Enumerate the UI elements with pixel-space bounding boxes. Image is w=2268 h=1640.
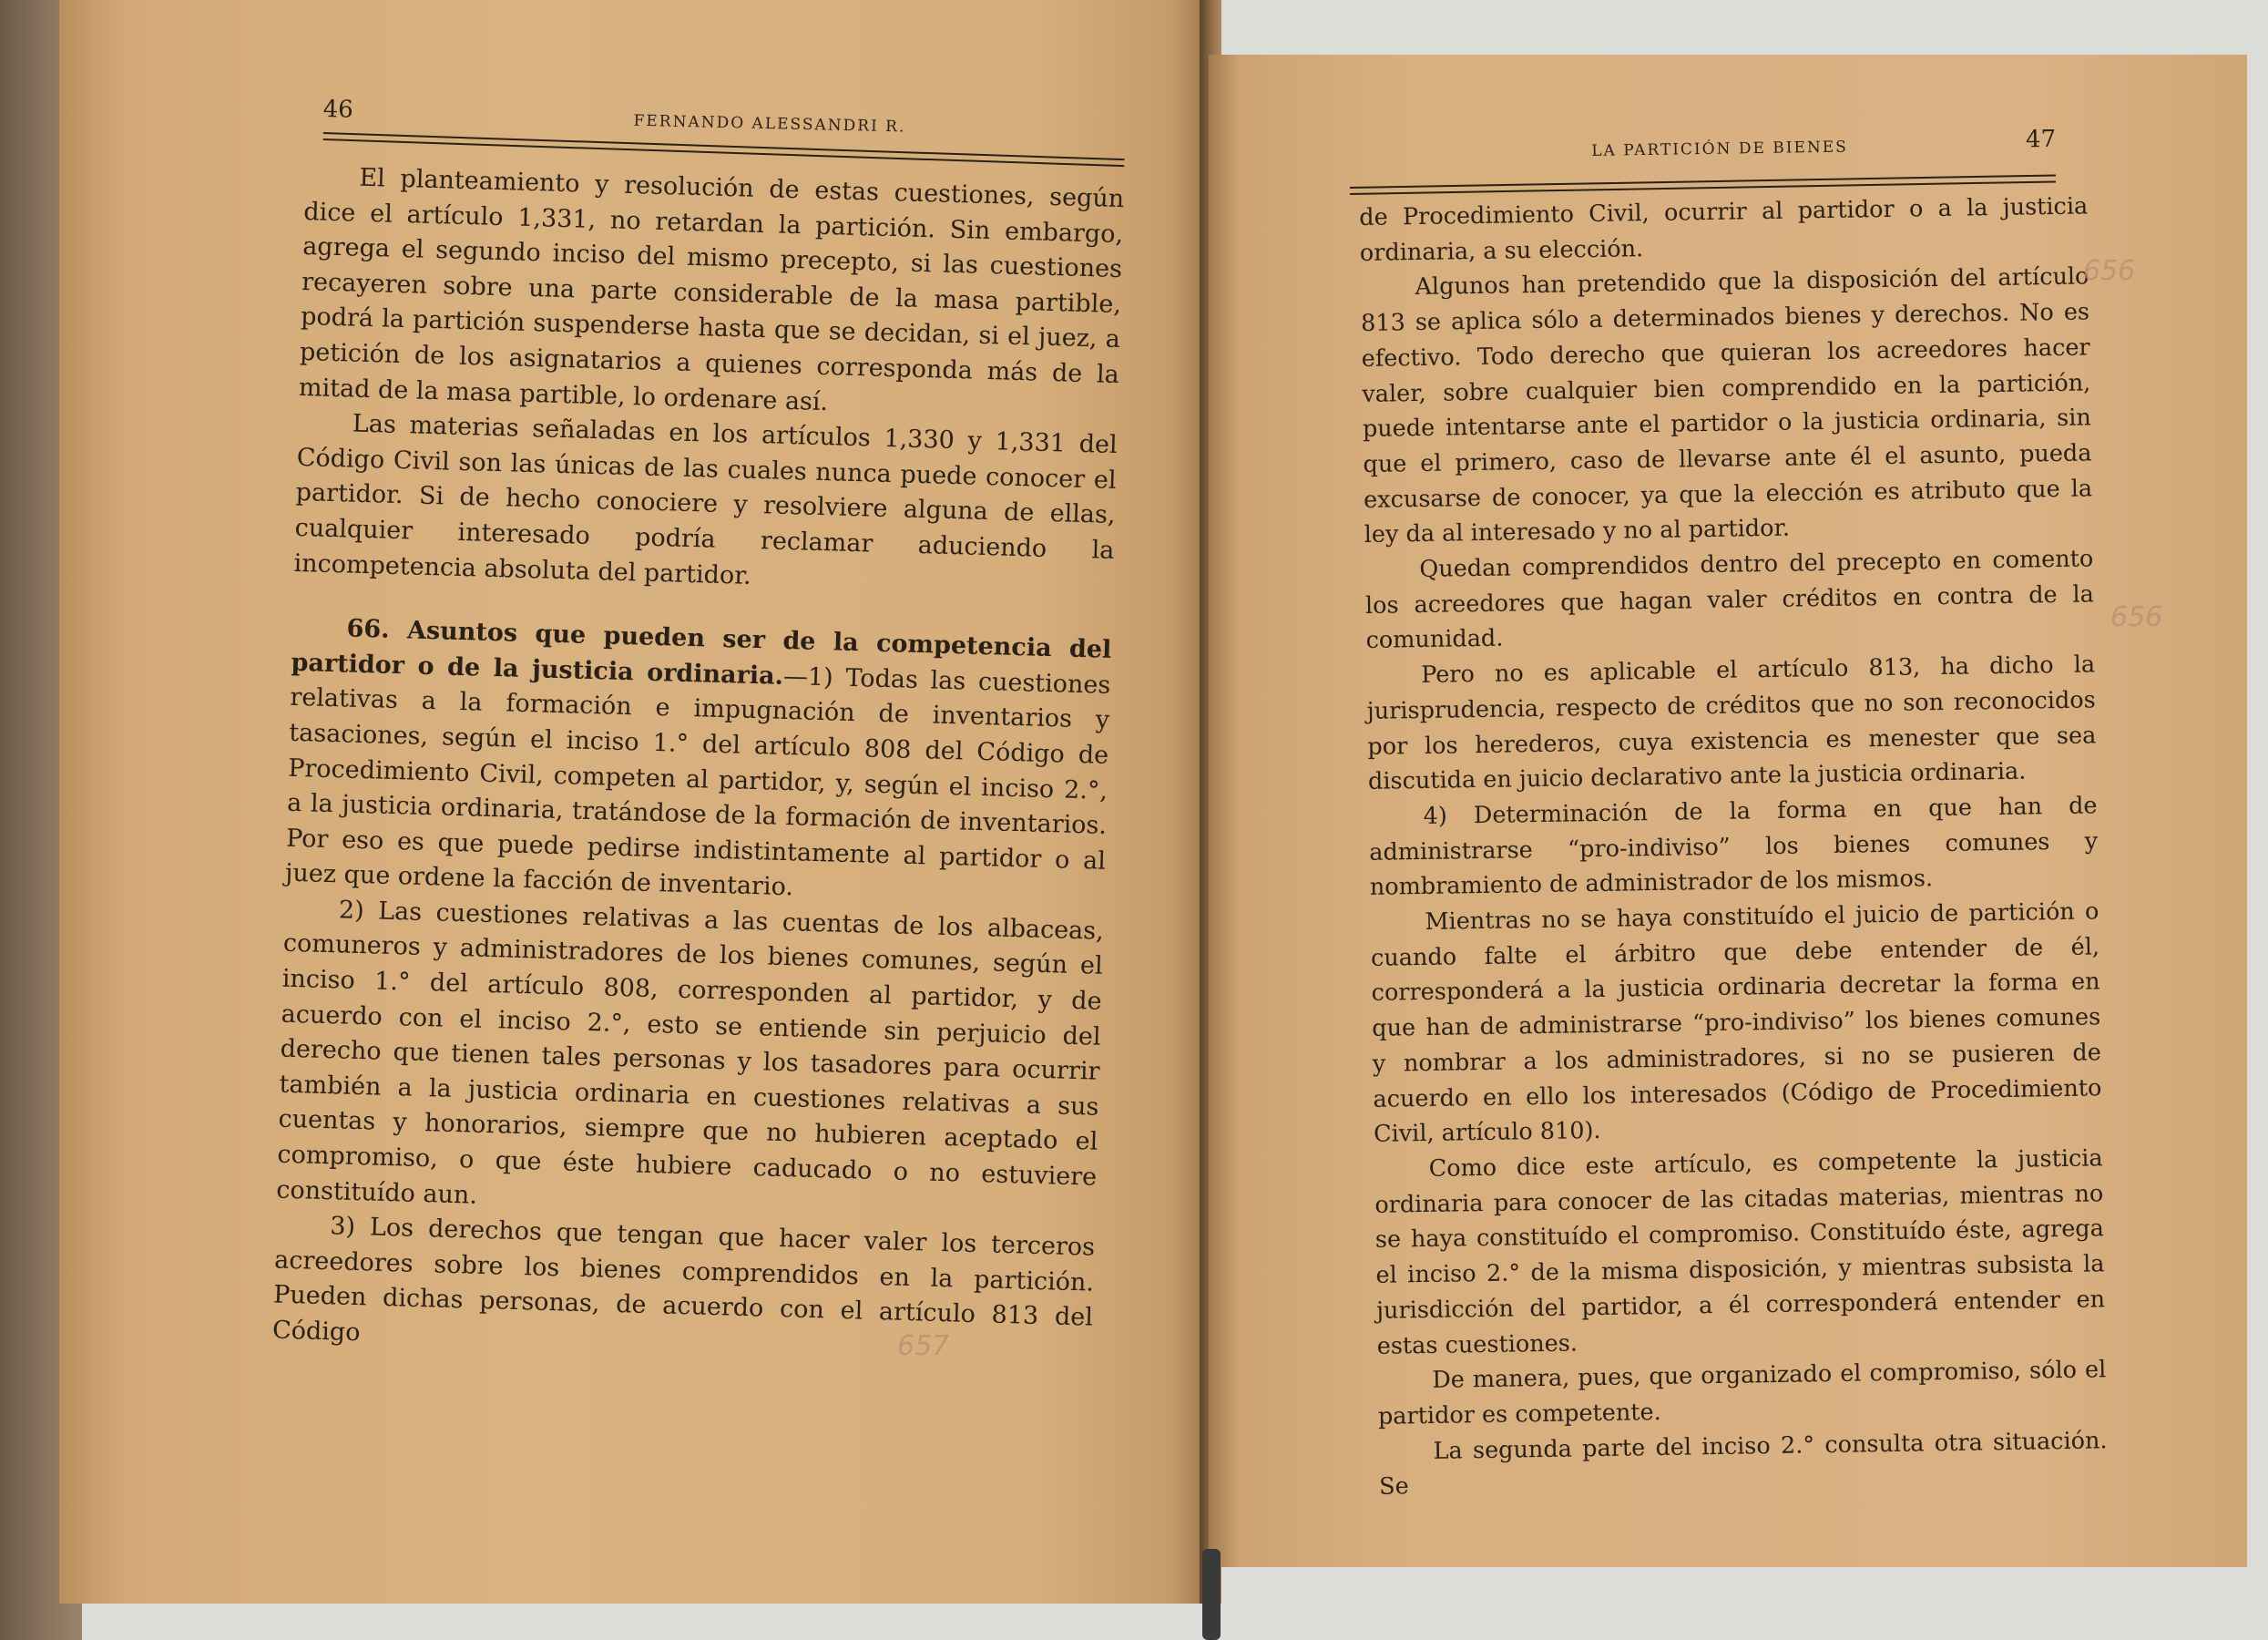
paragraph: 2) Las cuestiones relativas a las cuentas de los albaceas, comuneros y administradores de los bienes comunes, según el inciso 1.° del artículo 808, corresponden al partidor, y de acuerdo con el inciso 2.°, esto se entiende sin perjuicio del derecho que tienen tales personas y los tasadores para ocurrir también a la justicia ordinaria en cuestiones relativas a sus cuentas y honorarios, siempre que no hubieren aceptado el compromiso, o que éste hubiere caducado o no estuviere constituído aun. — [275, 896, 1105, 1210]
paragraph: 3) Los derechos que tengan que hacer valer los terceros acreedores sobre los bienes comprendidos en la partición. Pueden dichas personas, de acuerdo con el artículo 813 del Código — [271, 1212, 1096, 1348]
paragraph: Las materias señaladas en los artículos 1,330 y 1,331 del Código Civil son las únicas de las cuales nunca puede conocer el partidor. Si de hecho conociere y resolviere alguna de ellas, cualquier interesado podría reclamar aduciendo la incompetencia absoluta del partidor. — [293, 409, 1119, 590]
paragraph: De manera, pues, que organizado el compromiso, sólo el partidor es competente. — [1377, 1356, 2107, 1430]
paragraph: Como dice este artículo, es competente la justicia ordinaria para conocer de las citadas materias, mientras no se haya constituído el compromiso. Constituído éste, agrega el inciso 2.° de la misma disposición, y mientras subsista la jurisdicción del partidor, a él corresponderá entender en estas cuestiones. — [1374, 1144, 2106, 1360]
right-page — [1209, 55, 2247, 1567]
left-page-header — [322, 96, 1124, 141]
left-page-number: 46 — [322, 96, 354, 124]
open-book — [50, 0, 2263, 1640]
section-heading: 66. Asuntos que pueden ser de la competencia del partidor o de la justicia ordinaria. — [291, 614, 1112, 691]
section-paragraph — [285, 610, 1112, 915]
left-running-head: FERNANDO ALESSANDRI R. — [633, 111, 906, 137]
paragraph: El planteamiento y resolución de estas cuestiones, según dice el artículo 1,331, no retardan la partición. Sin embargo, agrega el segundo inciso del mismo precepto, si las cuestiones recayeren sobre una parte considerable de la masa partible, podrá la partición suspenderse hasta que se decidan, si el juez, a petición de los asignatarios a quienes corresponda más de la mitad de la masa partible, lo ordenare así. — [298, 163, 1125, 416]
pencil-annotation: 657 — [897, 1330, 950, 1362]
paragraph: Algunos han pretendido que la disposición del artículo 813 se aplica sólo a determinados bienes y derechos. No es efectivo. Todo derecho que quieran los acreedores hacer valer, sobre cualquier bien comprendido en la partición, puede intentarse ante el partidor o la justicia ordinaria, sin que el primero, caso de llevarse ante él el asunto, pueda excusarse de conocer, ya que la elección es atributo que la ley da al interesado y no al partidor. — [1360, 262, 2093, 549]
right-page-header — [1354, 126, 2056, 164]
left-page-body — [272, 159, 1125, 1371]
right-running-head: LA PARTICIÓN DE BIENES — [1591, 138, 1849, 160]
section-text: —1) Todas las cuestiones relativas a la formación e impugnación de inventarios y tasaciones, según el inciso 1.° del artículo 808 del Código de Procedimiento Civil, competen al partidor, y, según el inciso 2.°, a la justicia ordinaria, tratándose de la formación de inventarios. Por eso es que puede pedirse indistintamente al partidor o al juez que ordene la facción de inventario. — [284, 661, 1111, 902]
right-page-body — [1359, 189, 2108, 1504]
left-page — [59, 0, 1209, 1604]
paragraph: La segunda parte del inciso 2.° consulta otra situación. Se — [1378, 1426, 2108, 1502]
paragraph: Mientras no se haya constituído el juicio de partición o cuando falte el árbitro que debe entender de él, corresponderá a la justicia ordinaria decretar la forma en que han de administrarse “pro-indiviso” los bienes comunes y nombrar a los administradores, si no se pusieren de acuerdo en ello los interesados (Código de Procedimiento Civil, artículo 810). — [1370, 897, 2102, 1149]
right-page-number: 47 — [2025, 125, 2057, 154]
pencil-annotation: 656 — [2083, 255, 2136, 287]
paragraph: de Procedimiento Civil, ocurrir al partidor o a la justicia ordinaria, a su elección. — [1359, 192, 2089, 267]
paragraph: Pero no es aplicable el artículo 813, ha dicho la jurisprudencia, respecto de créditos que no son reconocidos por los herederos, cuya existencia es menester que sea discutida en juicio declarativo ante la justicia ordinaria. — [1366, 651, 2097, 796]
paragraph: Quedan comprendidos dentro del precepto en comento los acreedores que hagan valer créditos en contra de la comunidad. — [1364, 545, 2095, 655]
binder-clip — [1202, 1549, 1221, 1640]
pencil-annotation: 656 — [2110, 601, 2163, 633]
paragraph: 4) Determinación de la forma en que han de administrarse “pro-indiviso” los bienes comunes y nombramiento de administrador de los mismos. — [1369, 792, 2099, 902]
